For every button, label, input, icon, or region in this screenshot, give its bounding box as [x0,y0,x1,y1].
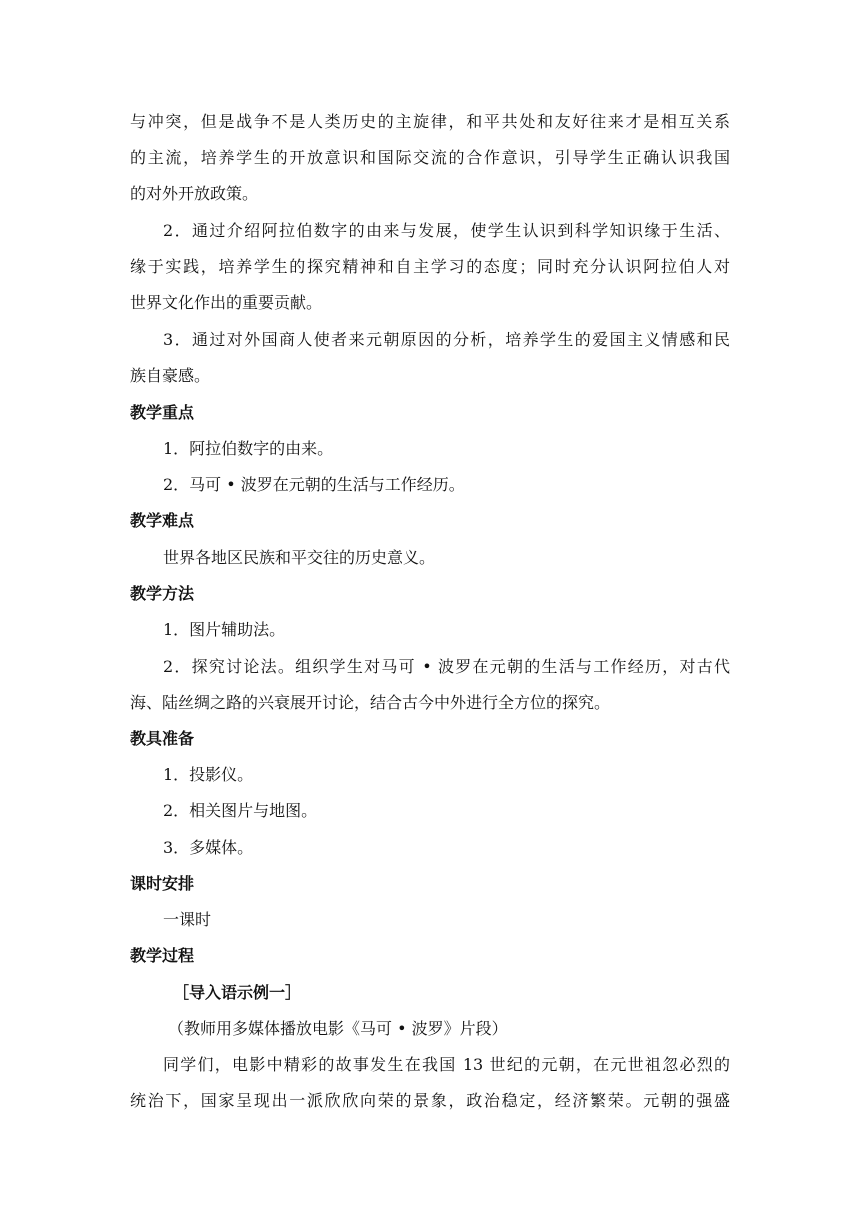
list-item: 2．探究讨论法。组织学生对马可 • 波罗在元朝的生活与工作经历，对古代 [163,657,730,676]
list-item: 2．马可 • 波罗在元朝的生活与工作经历。 [163,475,465,494]
section-heading-methods: 教学方法 [130,584,195,603]
section-text: 一课时 [163,910,212,929]
section-heading-tools: 教具准备 [130,729,195,748]
section-heading-key-points: 教学重点 [130,403,195,422]
paragraph-line: 2．通过介绍阿拉伯数字的由来与发展，使学生认识到科学知识缘于生活、 [163,221,730,240]
list-item: 2．相关图片与地图。 [163,801,318,820]
list-item: 3．多媒体。 [163,838,254,857]
list-item: 1．阿拉伯数字的由来。 [163,439,334,458]
paragraph-line: 的对外开放政策。 [130,184,259,203]
list-item-continued: 海、陆丝绸之路的兴衰展开讨论，结合古今中外进行全方位的探究。 [130,693,611,712]
paragraph-line: 缘于实践，培养学生的探究精神和自主学习的态度；同时充分认识阿拉伯人对 [130,257,730,276]
paragraph-line: 族自豪感。 [130,366,211,385]
paragraph-line: 3．通过对外国商人使者来元朝原因的分析，培养学生的爱国主义情感和民 [163,330,730,349]
intro-example-heading: ［导入语示例一］ [173,983,302,1002]
paragraph-line: 世界文化作出的重要贡献。 [130,293,323,312]
paragraph-line: 统治下，国家呈现出一派欣欣向荣的景象，政治稳定，经济繁荣。元朝的强盛 [130,1091,730,1110]
list-item: 1．投影仪。 [163,765,254,784]
paragraph-line: 的主流，培养学生的开放意识和国际交流的合作意识，引导学生正确认识我国 [130,148,730,167]
list-item: 1．图片辅助法。 [163,620,286,639]
paragraph-line: 与冲突，但是战争不是人类历史的主旋律，和平共处和友好往来才是相互关系 [130,112,730,131]
section-heading-schedule: 课时安排 [130,874,195,893]
teacher-note: （教师用多媒体播放电影《马可 • 波罗》片段） [168,1019,508,1038]
section-heading-difficulties: 教学难点 [130,511,195,530]
paragraph-line: 同学们，电影中精彩的故事发生在我国 13 世纪的元朝，在元世祖忽必烈的 [163,1055,730,1074]
section-text: 世界各地区民族和平交往的历史意义。 [163,548,436,567]
section-heading-process: 教学过程 [130,946,195,965]
